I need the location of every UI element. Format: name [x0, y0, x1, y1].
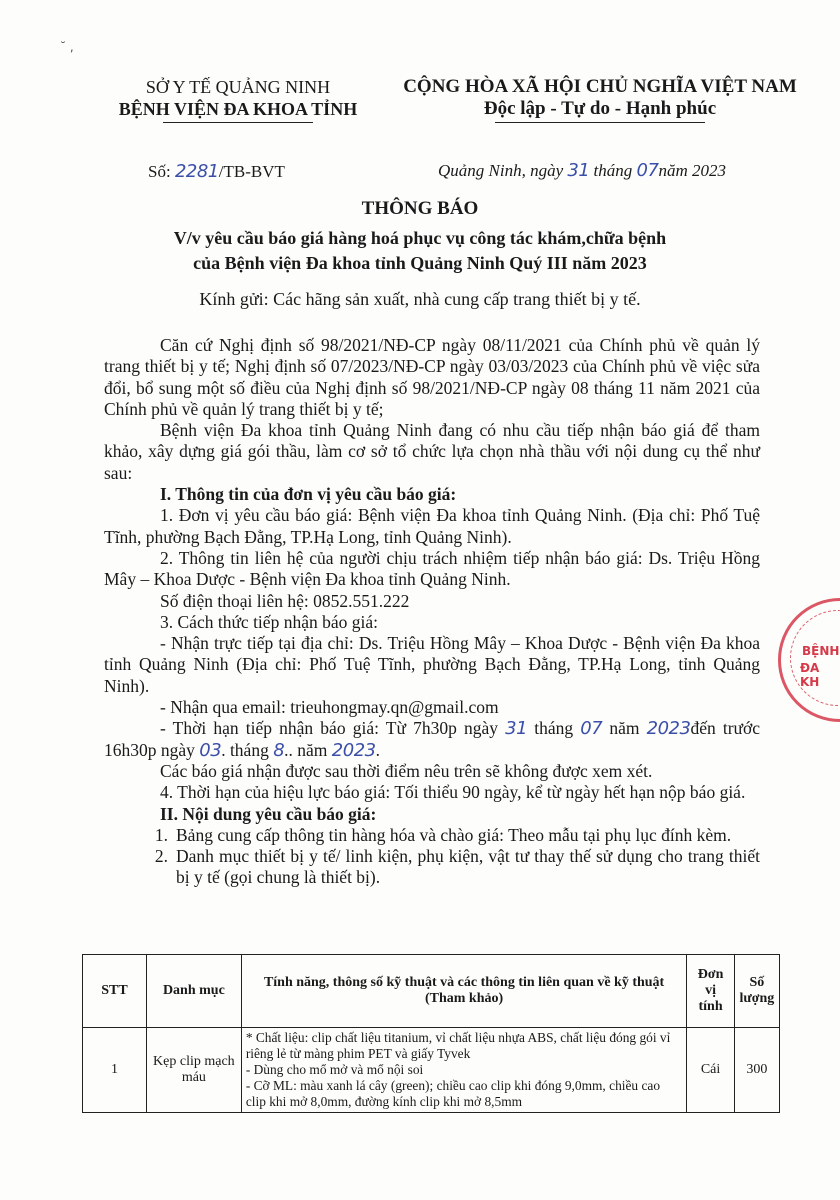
row-category: Kẹp clip mạch máu — [146, 1028, 241, 1113]
deadline-paragraph: - Thời hạn tiếp nhận báo giá: Từ 7h30p ngày 31 tháng 07 năm 2023đến trước 16h30p ngày 03. tháng 8.. năm 2023. — [104, 718, 761, 761]
table-header-row — [83, 955, 780, 1028]
section-1-item-3: 3. Cách thức tiếp nhận báo giá: — [160, 611, 378, 632]
section-1-item-4: 4. Thời hạn của hiệu lực báo giá: Tối thiểu 90 ngày, kể từ ngày hết hạn nộp báo giá. — [160, 782, 746, 803]
recipient-line: Kính gửi: Các hãng sản xuất, nhà cung cấp trang thiết bị y tế. — [199, 289, 641, 309]
doc-number-handwritten: 2281 — [174, 161, 219, 182]
section-2-item-2: 2. Danh mục thiết bị y tế/ linh kiện, phụ kiện, vật tư thay thế sử dụng cho trang thiết bị y tế (gọi chung là thiết bị). — [154, 846, 760, 888]
purpose-paragraph: Bệnh viện Đa khoa tỉnh Quảng Ninh đang có nhu cầu tiếp nhận báo giá để tham khảo, xây dựng giá gói thầu, làm cơ sở tổ chức lựa chọn nhà thầu với nội dung cụ thể như sau: — [104, 420, 760, 483]
row-stt: 1 — [83, 1028, 147, 1113]
date-day-handwritten: 31 — [567, 160, 590, 181]
subject-line-2: của Bệnh viện Đa khoa tỉnh Quảng Ninh Quý III năm 2023 — [193, 253, 647, 273]
document-body — [104, 335, 760, 889]
scan-mark: ˘ , — [60, 40, 74, 54]
equipment-table — [82, 954, 780, 1113]
row-unit: Cái — [687, 1028, 734, 1113]
section-1-item-2: 2. Thông tin liên hệ của người chịu trách nhiệm tiếp nhận báo giá: Ds. Triệu Hồng Mây – Khoa Dược - Bệnh viện Đa khoa tỉnh Quảng Ninh. — [104, 547, 760, 590]
row-quantity: 300 — [734, 1028, 779, 1113]
col-category: Danh mục — [146, 955, 241, 1028]
date-year: năm 2023 — [658, 161, 726, 180]
table-row — [83, 1028, 780, 1113]
deadline-day-handwritten: 31 — [505, 718, 528, 740]
stamp-text-2: ĐA KH — [800, 661, 820, 689]
deadline-end-year-handwritten: 2023 — [331, 739, 376, 761]
section-1-item-1: 1. Đơn vị yêu cầu báo giá: Bệnh viện Đa khoa tỉnh Quảng Ninh. (Địa chỉ: Phố Tuệ Tĩnh, phường Bạch Đằng, TP.Hạ Long, tỉnh Quảng Ninh). — [104, 505, 760, 547]
national-motto: Độc lập - Tự do - Hạnh phúc — [483, 98, 717, 119]
date-month-label: tháng — [593, 161, 633, 180]
contact-phone: Số điện thoại liên hệ: 0852.551.222 — [160, 590, 410, 611]
deadline-year-handwritten: 2023 — [646, 718, 691, 740]
col-specs: Tính năng, thông số kỹ thuật và các thông tin liên quan về kỹ thuật (Tham khảo) — [241, 955, 687, 1028]
country-name: CỘNG HÒA XÃ HỘI CHỦ NGHĨA VIỆT NAM — [403, 76, 797, 97]
doc-number-label: Số: — [148, 162, 171, 181]
deadline-month-handwritten: 07 — [580, 718, 603, 740]
document-number — [148, 161, 285, 182]
document-title: THÔNG BÁO — [361, 198, 479, 219]
issuer-parent: SỞ Y TẾ QUẢNG NINH — [145, 77, 331, 97]
deadline-end-day-handwritten: 03 — [199, 739, 222, 761]
section-2-heading: II. Nội dung yêu cầu báo giá: — [160, 803, 377, 824]
national-header — [390, 76, 810, 123]
legal-basis-paragraph: Căn cứ Nghị định số 98/2021/NĐ-CP ngày 08/11/2021 của Chính phủ về quản lý trang thiết bị y tế; Nghị định số 07/2023/NĐ-CP ngày 03/03/2023 của Chính phủ về việc sửa đổi, bổ sung một số điều của Nghị định số 98/2021/NĐ-CP ngày 08 tháng 11 năm 2021 của Chính phủ về quản lý trang thiết bị y tế; — [104, 335, 760, 419]
col-stt: STT — [83, 955, 147, 1028]
section-2-item-1: 1. Bảng cung cấp thông tin hàng hóa và chào giá: Theo mẫu tại phụ lục đính kèm. — [154, 824, 732, 845]
issuer-block — [88, 76, 388, 123]
deadline-end-month-handwritten: 8 — [273, 739, 285, 761]
receive-direct: - Nhận trực tiếp tại địa chỉ: Ds. Triệu Hồng Mây – Khoa Dược - Bệnh viện Đa khoa tỉnh Quảng Ninh (Địa chỉ: Phố Tuệ Tĩnh, phường Bạch Đằng, TP.Hạ Long, tỉnh Quảng Ninh). — [104, 633, 760, 696]
date-place: Quảng Ninh, ngày — [438, 161, 564, 180]
issuer-underline — [163, 122, 313, 123]
subject-line-1: V/v yêu cầu báo giá hàng hoá phục vụ công tác khám,chữa bệnh — [173, 228, 667, 248]
doc-number-suffix: /TB-BVT — [218, 162, 285, 181]
document-date — [438, 160, 726, 181]
stamp-text-1: BỆNH — [802, 644, 840, 658]
receive-email: - Nhận qua email: trieuhongmay.qn@gmail.com — [160, 697, 499, 718]
late-submission-note: Các báo giá nhận được sau thời điểm nêu trên sẽ không được xem xét. — [160, 760, 653, 781]
col-unit: Đơn vị tính — [687, 955, 734, 1028]
section-1-heading: I. Thông tin của đơn vị yêu cầu báo giá: — [160, 484, 457, 505]
date-month-handwritten: 07 — [636, 160, 659, 181]
motto-underline — [495, 122, 705, 123]
row-specs: * Chất liệu: clip chất liệu titanium, vỉ chất liệu nhựa ABS, chất liệu đóng gói vỉ riêng lẻ từ màng phim PET và giấy Tyvek - Dùng cho mổ mở và mổ nội soi - Cỡ ML: màu xanh lá cây (green); chiều cao clip khi đóng 9,0mm, chiều cao clip khi mở 8,0mm, đường kính clip khi mở 8,5mm — [241, 1028, 687, 1113]
col-quantity: Số lượng — [734, 955, 779, 1028]
issuer-name: BỆNH VIỆN ĐA KHOA TỈNH — [118, 99, 358, 119]
